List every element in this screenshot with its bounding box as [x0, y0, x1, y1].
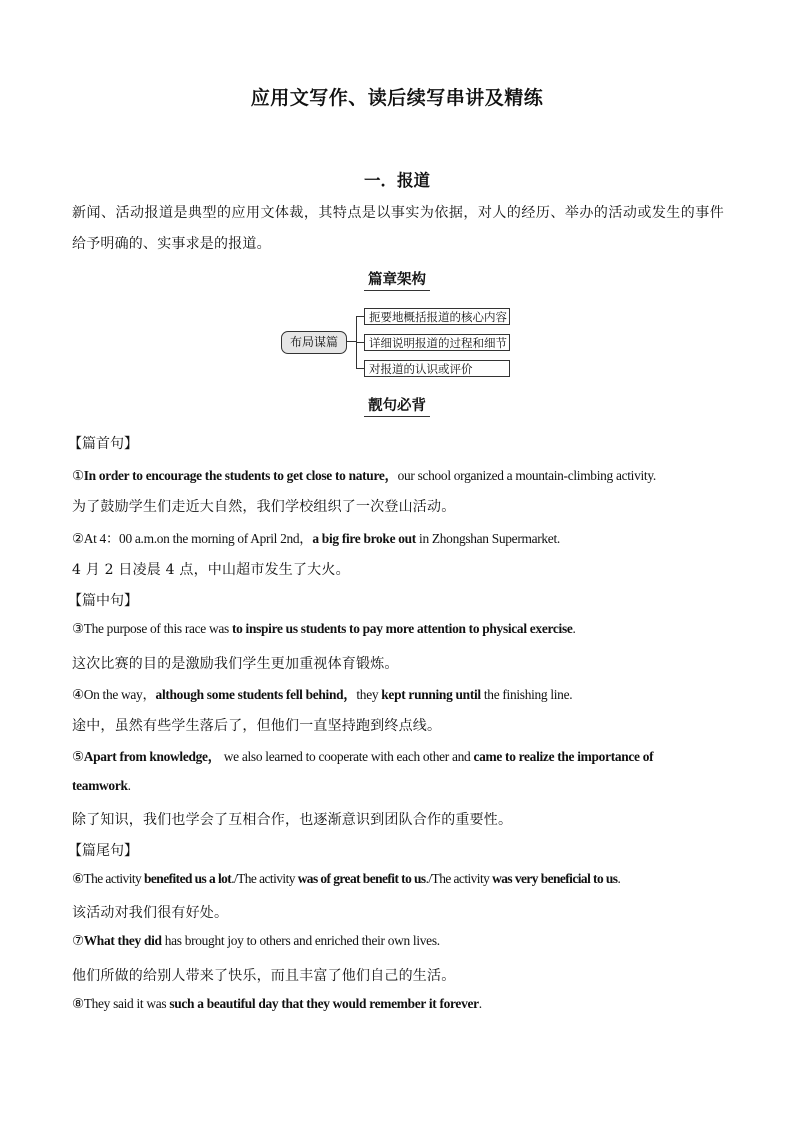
diagram-leaf: 扼要地概括报道的核心内容 — [364, 308, 510, 325]
diagram-connector — [346, 341, 356, 342]
sentence-7: ⑦What they did has brought joy to others and enriched their own lives. — [72, 933, 440, 948]
sentence-4: ④On the way，although some students fell behind，they kept running until the finishing line. — [72, 687, 573, 702]
sentence-2: ②At 4：00 a.m.on the morning of April 2nd，a big fire broke out in Zhongshan Supermarket. — [72, 531, 560, 546]
sentence-1-translation: 为了鼓励学生们走近大自然，我们学校组织了一次登山活动。 — [72, 499, 456, 515]
sentence-3-translation: 这次比赛的目的是激励我们学生更加重视体育锻炼。 — [72, 656, 399, 672]
diagram-leaf: 对报道的认识或评价 — [364, 360, 510, 377]
sentence-3: ③The purpose of this race was to inspire us students to pay more attention to physical exercise. — [72, 621, 576, 636]
sentence-6: ⑥The activity benefited us a lot./The activity was of great benefit to us./The activity was very beneficial to us. — [72, 871, 621, 886]
diagram-connector — [356, 368, 364, 369]
sentence-1: ①In order to encourage the students to get close to nature，our school organized a mountain-climbing activity. — [72, 468, 656, 483]
sentences-label: 靓句必背 — [0, 394, 794, 417]
sentence-8: ⑧They said it was such a beautiful day that they would remember it forever. — [72, 996, 482, 1011]
sentence-2-translation: 4 月 2 日凌晨 4 点，中山超市发生了大火。 — [72, 562, 350, 578]
sentence-5: ⑤Apart from knowledge， we also learned to cooperate with each other and came to realize the importance of — [72, 749, 654, 764]
document-title: 应用文写作、读后续写串讲及精练 — [250, 87, 544, 109]
section-title: 一．报道 — [364, 171, 430, 190]
diagram-root: 布局谋篇 — [281, 331, 347, 354]
sentence-5-continued: teamwork. — [72, 778, 131, 793]
intro-paragraph: 新闻、活动报道是典型的应用文体裁，其特点是以事实为依据，对人的经历、举办的活动或发生的事件给予明确的、实事求是的报道。 — [72, 205, 724, 252]
sentence-7-translation: 他们所做的给别人带来了快乐，而且丰富了他们自己的生活。 — [72, 968, 456, 984]
sentence-4-translation: 途中，虽然有些学生落后了，但他们一直坚持跑到终点线。 — [72, 718, 442, 734]
heading-ending: 【篇尾句】 — [68, 843, 138, 859]
diagram-leaf: 详细说明报道的过程和细节 — [364, 334, 510, 351]
diagram-connector — [356, 316, 364, 317]
sentence-6-translation: 该活动对我们很有好处。 — [72, 905, 229, 921]
sentence-5-translation: 除了知识，我们也学会了互相合作，也逐渐意识到团队合作的重要性。 — [72, 812, 513, 828]
diagram-connector — [356, 342, 364, 343]
structure-label: 篇章架构 — [0, 268, 794, 291]
heading-opening: 【篇首句】 — [68, 436, 138, 452]
heading-middle: 【篇中句】 — [68, 593, 138, 609]
